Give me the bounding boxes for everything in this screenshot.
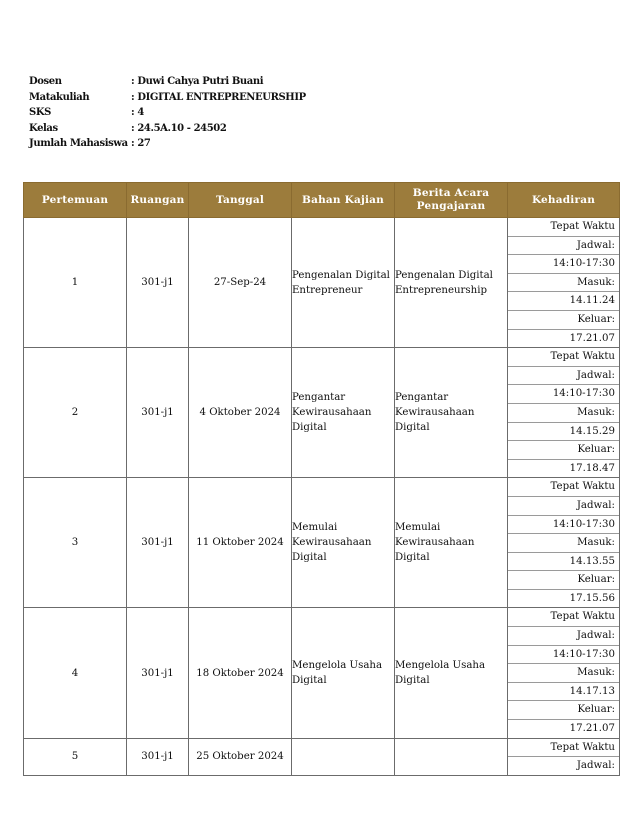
cell-ruangan: 301-j1 — [127, 738, 189, 775]
col-header-ruangan: Ruangan — [127, 183, 189, 218]
cell-tanggal: 18 Oktober 2024 — [189, 608, 292, 738]
cell-tanggal: 4 Oktober 2024 — [189, 348, 292, 478]
cell-ruangan: 301-j1 — [127, 608, 189, 738]
kehadiran-keluar-label: Keluar: — [508, 311, 619, 330]
cell-bahan-kajian: Mengelola Usaha Digital — [292, 608, 395, 738]
col-header-pertemuan: Pertemuan — [24, 183, 127, 218]
kehadiran-masuk-label: Masuk: — [508, 404, 619, 423]
table-row — [24, 348, 620, 478]
kehadiran-keluar-label: Keluar: — [508, 571, 619, 590]
cell-kehadiran — [508, 478, 620, 608]
cell-berita-acara: Mengelola Usaha Digital — [395, 608, 508, 738]
sks-label: SKS — [29, 107, 51, 119]
cell-bahan-kajian: Pengantar Kewirausahaan Digital — [292, 348, 395, 478]
cell-berita-acara: Pengenalan Digital Entrepreneurship — [395, 218, 508, 348]
kelas-label: Kelas — [29, 122, 58, 134]
info-row-dosen — [29, 74, 306, 90]
col-header-kehadiran: Kehadiran — [508, 183, 620, 218]
cell-bahan-kajian: Pengenalan Digital Entrepreneur — [292, 218, 395, 348]
cell-tanggal: 11 Oktober 2024 — [189, 478, 292, 608]
attendance-table — [23, 182, 620, 776]
table-header-row — [24, 183, 620, 218]
col-header-berita-acara: Berita Acara Pengajaran — [395, 183, 508, 218]
info-row-jumlah — [29, 136, 306, 152]
cell-ruangan: 301-j1 — [127, 218, 189, 348]
kehadiran-masuk-label: Masuk: — [508, 534, 619, 553]
cell-ruangan: 301-j1 — [127, 348, 189, 478]
kehadiran-jadwal-label: Jadwal: — [576, 760, 615, 772]
cell-bahan-kajian: Memulai Kewirausahaan Digital — [292, 478, 395, 608]
table-row — [24, 738, 620, 775]
kehadiran-masuk-value: 14.11.24 — [508, 292, 619, 311]
cell-pertemuan: 1 — [24, 218, 127, 348]
kehadiran-jadwal-value: 14:10-17:30 — [508, 255, 619, 274]
cell-kehadiran — [508, 218, 620, 348]
sks-value: : 4 — [131, 107, 144, 119]
cell-kehadiran — [508, 738, 620, 775]
matakuliah-label: Matakuliah — [29, 91, 90, 103]
kehadiran-status: Tepat Waktu — [508, 348, 619, 367]
cell-bahan-kajian — [292, 738, 395, 775]
kehadiran-jadwal-value: 14:10-17:30 — [508, 646, 619, 665]
cell-tanggal: 25 Oktober 2024 — [189, 738, 292, 775]
kehadiran-status: Tepat Waktu — [508, 478, 619, 497]
jumlah-mahasiswa-value: : 27 — [131, 138, 151, 150]
cell-pertemuan: 3 — [24, 478, 127, 608]
dosen-label: Dosen — [29, 76, 62, 87]
cell-ruangan: 301-j1 — [127, 478, 189, 608]
kehadiran-masuk-value: 14.13.55 — [508, 553, 619, 572]
kehadiran-keluar-value: 17.21.07 — [569, 332, 615, 344]
kehadiran-keluar-label: Keluar: — [508, 701, 619, 720]
kelas-value: : 24.5A.10 - 24502 — [131, 122, 227, 134]
table-row — [24, 218, 620, 348]
course-info — [29, 74, 306, 152]
col-header-tanggal: Tanggal — [189, 183, 292, 218]
cell-tanggal: 27-Sep-24 — [189, 218, 292, 348]
kehadiran-keluar-value: 17.15.56 — [569, 592, 615, 604]
cell-pertemuan: 5 — [24, 738, 127, 775]
kehadiran-jadwal-label: Jadwal: — [508, 497, 619, 516]
kehadiran-jadwal-label: Jadwal: — [508, 627, 619, 646]
info-row-kelas — [29, 121, 306, 137]
kehadiran-status: Tepat Waktu — [508, 608, 619, 627]
kehadiran-jadwal-label: Jadwal: — [508, 367, 619, 386]
cell-kehadiran — [508, 608, 620, 738]
table-row — [24, 478, 620, 608]
kehadiran-masuk-value: 14.15.29 — [508, 423, 619, 442]
jumlah-mahasiswa-label: Jumlah Mahasiswa — [29, 138, 128, 150]
cell-berita-acara: Memulai Kewirausahaan Digital — [395, 478, 508, 608]
kehadiran-masuk-value: 14.17.13 — [508, 683, 619, 702]
kehadiran-masuk-label: Masuk: — [508, 274, 619, 293]
kehadiran-status: Tepat Waktu — [508, 218, 619, 237]
col-header-bahan-kajian: Bahan Kajian — [292, 183, 395, 218]
cell-pertemuan: 2 — [24, 348, 127, 478]
kehadiran-keluar-label: Keluar: — [508, 441, 619, 460]
cell-pertemuan: 4 — [24, 608, 127, 738]
info-row-sks — [29, 105, 306, 121]
table-row — [24, 608, 620, 738]
info-row-matakuliah — [29, 90, 306, 106]
kehadiran-status: Tepat Waktu — [508, 739, 619, 758]
cell-berita-acara: Pengantar Kewirausahaan Digital — [395, 348, 508, 478]
cell-kehadiran — [508, 348, 620, 478]
dosen-value: : Duwi Cahya Putri Buani — [131, 76, 264, 87]
kehadiran-jadwal-value: 14:10-17:30 — [508, 385, 619, 404]
kehadiran-keluar-value: 17.21.07 — [569, 723, 615, 735]
kehadiran-jadwal-label: Jadwal: — [508, 237, 619, 256]
kehadiran-keluar-value: 17.18.47 — [569, 462, 615, 474]
matakuliah-value: : DIGITAL ENTREPRENEURSHIP — [131, 91, 306, 103]
kehadiran-masuk-label: Masuk: — [508, 664, 619, 683]
kehadiran-jadwal-value: 14:10-17:30 — [508, 516, 619, 535]
cell-berita-acara — [395, 738, 508, 775]
